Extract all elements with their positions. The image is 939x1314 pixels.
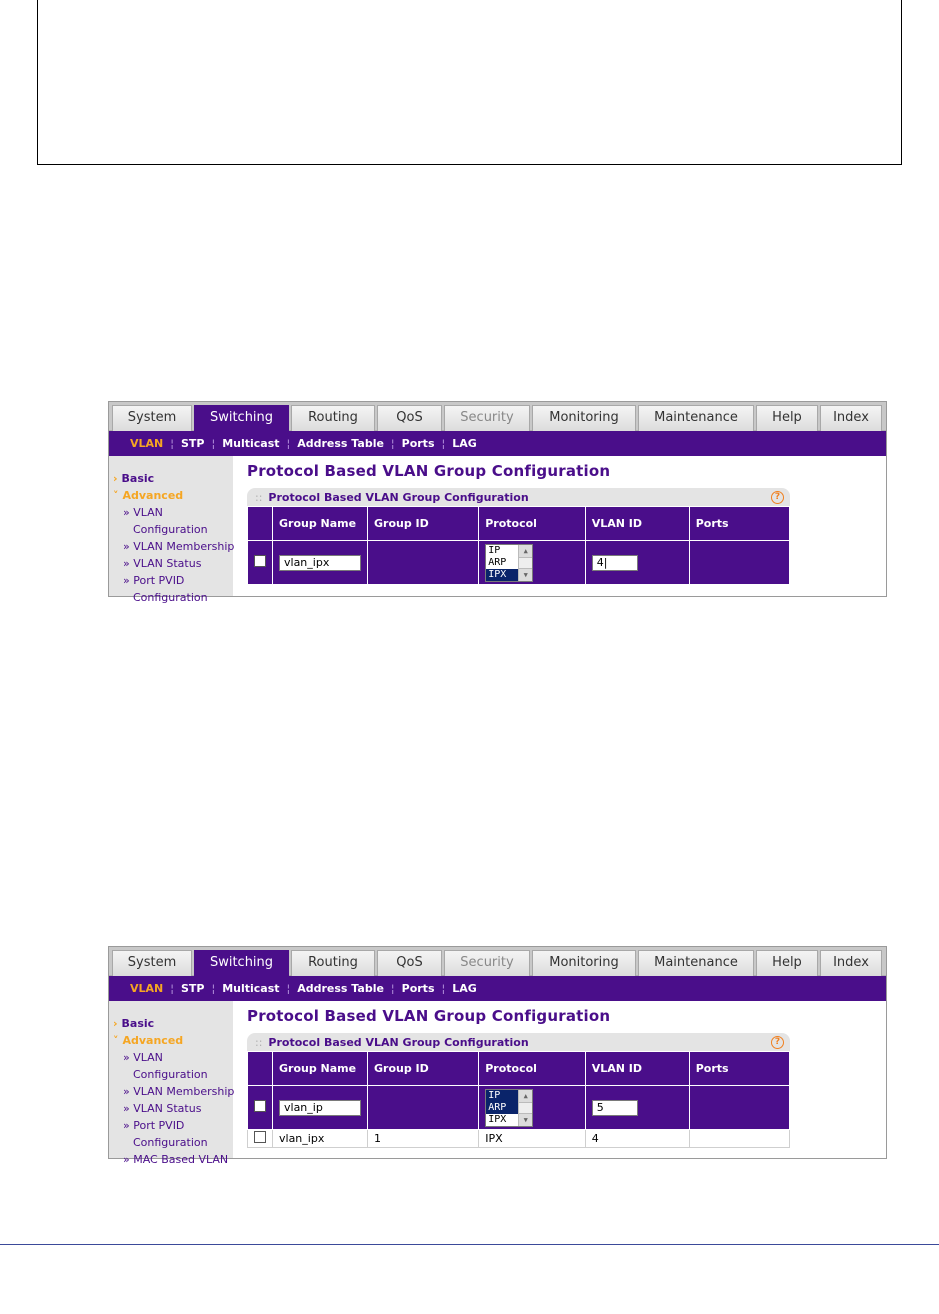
tab-index[interactable]: Index <box>820 405 882 431</box>
group-name-input[interactable]: vlan_ipx <box>279 555 361 571</box>
select-all-header <box>248 1052 273 1086</box>
screenshot-2 <box>108 946 887 1166</box>
tab-monitoring[interactable]: Monitoring <box>532 950 636 976</box>
main-content <box>235 456 886 596</box>
panel-header <box>247 488 790 506</box>
input-row <box>248 1086 790 1130</box>
scroll-down-icon[interactable]: ▼ <box>519 568 532 581</box>
row-select-cell <box>248 1130 273 1148</box>
sidebar-item[interactable]: » VLAN <box>123 1051 163 1064</box>
sidebar-item[interactable]: » VLAN <box>123 506 163 519</box>
sidebar-item[interactable]: » VLAN Membership <box>123 1085 235 1098</box>
sidebar-advanced[interactable] <box>109 1032 233 1049</box>
subnav-separator: ¦ <box>441 982 446 995</box>
subnav-lag[interactable]: LAG <box>452 437 477 450</box>
content-area <box>109 456 886 604</box>
chevron-right-icon: › <box>113 472 118 485</box>
column-header-vlan-id: VLAN ID <box>585 507 689 541</box>
drag-handle-icon: :: <box>255 1035 263 1049</box>
subnav-separator: ¦ <box>211 982 216 995</box>
screenshot-1 <box>108 401 887 604</box>
sidebar-basic-label: Basic <box>121 472 155 485</box>
sidebar-item[interactable]: » VLAN Status <box>123 557 202 570</box>
vlan-id-cell <box>585 1086 689 1130</box>
scroll-down-icon[interactable]: ▼ <box>519 1113 532 1126</box>
subnav-vlan[interactable]: VLAN <box>130 982 164 995</box>
chevron-right-icon: › <box>113 1017 118 1030</box>
tab-switching[interactable]: Switching <box>194 405 289 431</box>
tab-routing[interactable]: Routing <box>291 405 375 431</box>
sidebar-item[interactable]: Configuration <box>133 591 208 604</box>
sidebar-item[interactable]: » Port PVID <box>123 1119 185 1132</box>
table-row <box>248 1130 790 1148</box>
sidebar-item[interactable]: » VLAN Status <box>123 1102 202 1115</box>
column-header-vlan-id: VLAN ID <box>585 1052 689 1086</box>
sidebar <box>109 456 235 604</box>
cell-ports <box>689 1130 789 1148</box>
row-select-cell <box>248 1086 273 1130</box>
content-area <box>109 1001 886 1166</box>
protocol-cell <box>479 1086 586 1130</box>
sidebar-basic-label: Basic <box>121 1017 155 1030</box>
sidebar-item[interactable]: » MAC Based VLAN <box>123 1153 229 1166</box>
cell-group-id: 1 <box>368 1130 479 1148</box>
sidebar-item[interactable]: Configuration <box>133 1068 208 1081</box>
column-header-group-id: Group ID <box>368 1052 479 1086</box>
column-header-ports: Ports <box>689 507 789 541</box>
protocol-cell <box>479 541 586 585</box>
group-id-cell <box>368 541 479 585</box>
subnav-separator: ¦ <box>170 437 174 450</box>
vlan-group-table <box>247 1051 790 1148</box>
row-checkbox[interactable] <box>254 1131 266 1143</box>
vlan-id-cell <box>585 541 689 585</box>
help-icon[interactable]: ? <box>771 1036 784 1049</box>
table-header-row <box>248 1052 790 1086</box>
sidebar-advanced-label: Advanced <box>122 489 184 502</box>
subnav-multicast[interactable]: Multicast <box>222 982 280 995</box>
row-checkbox[interactable] <box>254 555 266 567</box>
sub-nav <box>109 431 886 456</box>
ports-cell <box>689 1086 789 1130</box>
tab-security[interactable]: Security <box>444 950 530 976</box>
group-name-cell <box>273 541 368 585</box>
drag-handle-icon: :: <box>255 490 263 504</box>
tab-help[interactable]: Help <box>756 950 818 976</box>
subnav-separator: ¦ <box>286 437 291 450</box>
subnav-separator: ¦ <box>286 982 291 995</box>
protocol-listbox[interactable] <box>485 1089 533 1127</box>
protocol-option[interactable]: IP <box>488 545 501 556</box>
select-all-header <box>248 507 273 541</box>
tab-monitoring[interactable]: Monitoring <box>532 405 636 431</box>
group-name-cell <box>273 1086 368 1130</box>
protocol-option[interactable]: ARP <box>488 557 507 568</box>
tab-qos[interactable]: QoS <box>377 405 442 431</box>
tab-help[interactable]: Help <box>756 405 818 431</box>
protocol-option[interactable]: IPX <box>486 569 518 581</box>
config-panel <box>247 1033 790 1148</box>
protocol-option[interactable]: ARP <box>486 1102 518 1114</box>
sidebar <box>109 1001 235 1166</box>
tab-maintenance[interactable]: Maintenance <box>638 405 754 431</box>
column-header-protocol: Protocol <box>479 507 586 541</box>
row-checkbox[interactable] <box>254 1100 266 1112</box>
cell-group-name: vlan_ipx <box>273 1130 368 1148</box>
subnav-separator: ¦ <box>390 982 395 995</box>
listbox-scrollbar[interactable] <box>518 545 532 581</box>
scroll-up-icon[interactable]: ▲ <box>519 545 532 558</box>
footer-rule <box>0 1244 939 1245</box>
subnav-lag[interactable]: LAG <box>452 982 477 995</box>
subnav-multicast[interactable]: Multicast <box>222 437 280 450</box>
note-box <box>37 0 902 165</box>
tab-index[interactable]: Index <box>820 950 882 976</box>
tab-security[interactable]: Security <box>444 405 530 431</box>
panel-header <box>247 1033 790 1051</box>
column-header-protocol: Protocol <box>479 1052 586 1086</box>
protocol-option[interactable]: IPX <box>488 1114 507 1125</box>
sidebar-item[interactable]: Configuration <box>133 1136 208 1149</box>
subnav-separator: ¦ <box>170 982 174 995</box>
sidebar-basic[interactable] <box>109 470 233 487</box>
cell-vlan-id: 4 <box>585 1130 689 1148</box>
vlan-group-table <box>247 506 790 585</box>
config-panel <box>247 488 790 585</box>
column-header-group-id: Group ID <box>368 507 479 541</box>
subnav-stp[interactable]: STP <box>180 982 205 995</box>
tab-system[interactable]: System <box>112 950 192 976</box>
protocol-options <box>486 1090 518 1126</box>
protocol-option[interactable]: IP <box>486 1090 518 1102</box>
tab-bar <box>109 402 886 431</box>
tab-system[interactable]: System <box>112 405 192 431</box>
group-name-input[interactable]: vlan_ip <box>279 1100 361 1116</box>
sub-nav <box>109 976 886 1001</box>
subnav-address-table[interactable]: Address Table <box>297 982 384 995</box>
subnav-ports[interactable]: Ports <box>401 437 435 450</box>
row-select-cell <box>248 541 273 585</box>
column-header-ports: Ports <box>689 1052 789 1086</box>
column-header-group-name: Group Name <box>273 1052 368 1086</box>
panel-title: Protocol Based VLAN Group Configuration <box>268 1035 529 1049</box>
sidebar-advanced[interactable] <box>109 487 233 504</box>
page-title: Protocol Based VLAN Group Configuration <box>247 462 611 480</box>
tab-bar <box>109 947 886 976</box>
ports-cell <box>689 541 789 585</box>
table-header-row <box>248 507 790 541</box>
column-header-group-name: Group Name <box>273 507 368 541</box>
subnav-separator: ¦ <box>211 437 216 450</box>
subnav-separator: ¦ <box>441 437 446 450</box>
tab-maintenance[interactable]: Maintenance <box>638 950 754 976</box>
group-id-cell <box>368 1086 479 1130</box>
sidebar-item[interactable]: Configuration <box>133 523 208 536</box>
subnav-stp[interactable]: STP <box>180 437 205 450</box>
cell-protocol: IPX <box>479 1130 586 1148</box>
tab-switching[interactable]: Switching <box>194 950 289 976</box>
subnav-separator: ¦ <box>390 437 395 450</box>
scroll-up-icon[interactable]: ▲ <box>519 1090 532 1103</box>
protocol-options <box>486 545 518 581</box>
subnav-vlan[interactable]: VLAN <box>130 437 164 450</box>
vlan-id-input[interactable]: 5 <box>592 1100 638 1116</box>
panel-title: Protocol Based VLAN Group Configuration <box>268 490 529 504</box>
help-icon[interactable]: ? <box>771 491 784 504</box>
subnav-ports[interactable]: Ports <box>401 982 435 995</box>
sidebar-advanced-label: Advanced <box>122 1034 184 1047</box>
tab-routing[interactable]: Routing <box>291 950 375 976</box>
chevron-down-icon: ˅ <box>113 1034 119 1047</box>
listbox-scrollbar[interactable] <box>518 1090 532 1126</box>
chevron-down-icon: ˅ <box>113 489 119 502</box>
tab-qos[interactable]: QoS <box>377 950 442 976</box>
input-row <box>248 541 790 585</box>
main-content <box>235 1001 886 1158</box>
page-title: Protocol Based VLAN Group Configuration <box>247 1007 611 1025</box>
sidebar-basic[interactable] <box>109 1015 233 1032</box>
sidebar-item[interactable]: » VLAN Membership <box>123 540 235 553</box>
sidebar-item[interactable]: » Port PVID <box>123 574 185 587</box>
vlan-id-input[interactable]: 4| <box>592 555 638 571</box>
protocol-listbox[interactable] <box>485 544 533 582</box>
subnav-address-table[interactable]: Address Table <box>297 437 384 450</box>
